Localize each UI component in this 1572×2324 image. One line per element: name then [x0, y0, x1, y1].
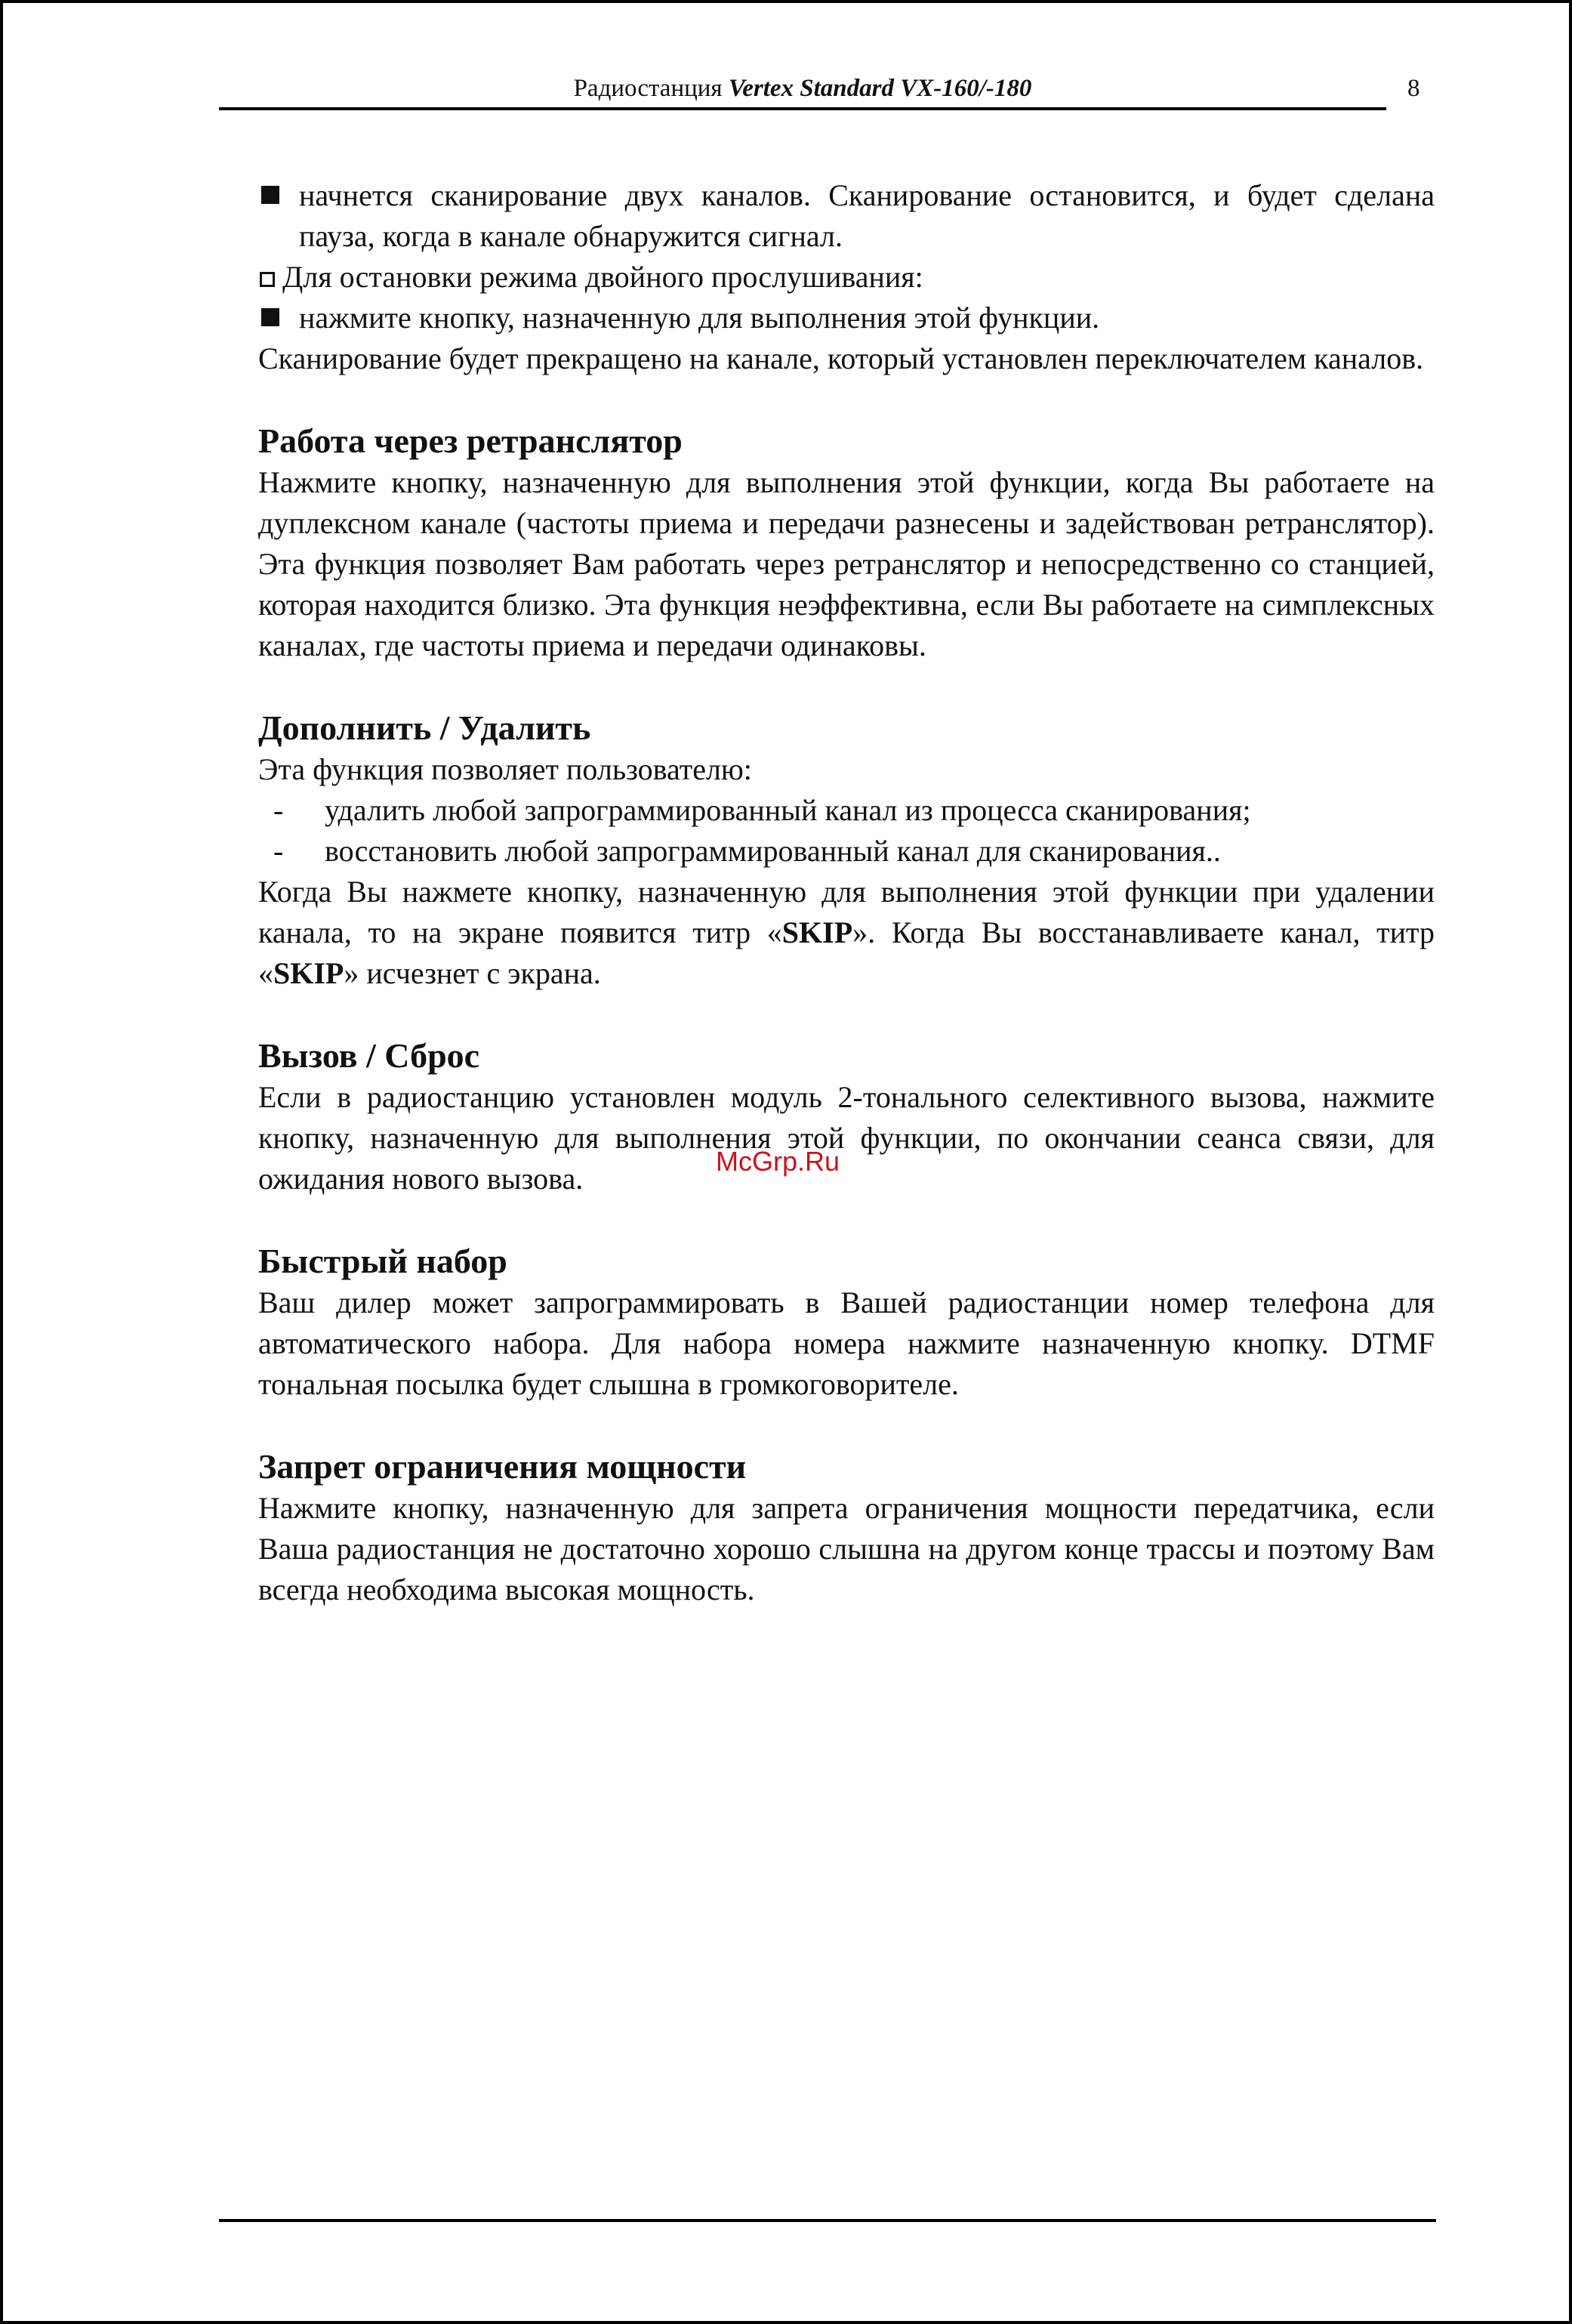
section-text-speed-dial: Ваш дилер может запрограммировать в Вашей радиостанции номер телефона для автоматического набора. Для набора номера нажмите назначенную кнопку. DTMF тональная посылка будет слышна в громкоговорителе.	[258, 1285, 1435, 1401]
bullet-text: нажмите кнопку, назначенную для выполнения этой функции.	[299, 301, 1100, 335]
skip-label: SKIP	[273, 956, 344, 990]
footer-rule	[219, 2219, 1436, 2222]
header-title-prefix: Радиостанция	[573, 75, 723, 102]
page-number: 8	[1407, 75, 1420, 102]
section-text-call-reset: Если в радиостанцию установлен модуль 2-тонального селективного вызова, нажмите кнопку, назначенную для выполнения этой функции, по окончании сеанса связи, для ожидания нового вызова.	[258, 1080, 1435, 1196]
section-heading-repeater: Работа через ретранслятор	[258, 421, 683, 460]
section-text-repeater: Нажмите кнопку, назначенную для выполнения этой функции, когда Вы работаете на дуплексном канале (частоты приема и передачи разнесены и задействован ретранслятор). Эта функция позволяет Вам работать через ретранслятор и непосредственно со станцией, которая находится близко. Эта функция неэффективна, если Вы работаете на симплексных каналах, где частоты приема и передачи одинаковы.	[258, 465, 1435, 662]
skip-text-middle: ». Когда Вы восстанавливаете канал, титр «	[258, 915, 1435, 990]
header-title	[219, 69, 1386, 107]
bullet-item	[258, 175, 1435, 257]
open-square-bullet-icon	[260, 272, 275, 287]
skip-text-before: Когда Вы нажмете кнопку, назначенную для выполнения этой функции при удалении канала, то на экране появится титр «	[258, 875, 1435, 949]
page-content	[258, 175, 1435, 1610]
bullet-text: начнется сканирование двух каналов. Сканирование остановится, и будет сделана пауза, когда в канале обнаружится сигнал.	[299, 178, 1435, 253]
dash-marker: -	[273, 793, 284, 827]
page-header	[219, 69, 1386, 110]
watermark-text: McGrp.Ru	[716, 1146, 840, 1177]
section-heading-call-reset: Вызов / Сброс	[258, 1036, 480, 1075]
section-text-power: Нажмите кнопку, назначенную для запрета ограничения мощности передатчика, если Ваша радиостанция не достаточно хорошо слышна на другом конце трассы и поэтому Вам всегда необходима высокая мощность.	[258, 1491, 1435, 1606]
dash-marker: -	[273, 834, 284, 868]
list-item	[258, 831, 1435, 872]
open-item-text: Для остановки режима двойного прослушивания:	[282, 260, 923, 294]
section-text-add-delete	[258, 872, 1435, 994]
filled-square-bullet-icon	[261, 186, 279, 204]
list-item-text: восстановить любой запрограммированный канал для сканирования..	[325, 834, 1221, 868]
list-item-text: удалить любой запрограммированный канал из процесса сканирования;	[325, 793, 1251, 827]
section-heading-add-delete: Дополнить / Удалить	[258, 708, 591, 747]
section-heading-speed-dial: Быстрый набор	[258, 1242, 507, 1280]
bullet-item	[258, 298, 1435, 338]
skip-label: SKIP	[781, 915, 853, 949]
list-item	[258, 790, 1435, 831]
header-title-model: Vertex Standard VX-160/-180	[728, 75, 1032, 102]
scan-stop-paragraph: Сканирование будет прекращено на канале, который установлен переключателем каналов.	[258, 341, 1424, 375]
skip-text-after: » исчезнет с экрана.	[344, 956, 601, 990]
section-heading-power: Запрет ограничения мощности	[258, 1447, 747, 1486]
open-square-item	[258, 257, 1435, 298]
section-intro-add-delete: Эта функция позволяет пользователю:	[258, 752, 752, 786]
filled-square-bullet-icon	[261, 308, 279, 326]
